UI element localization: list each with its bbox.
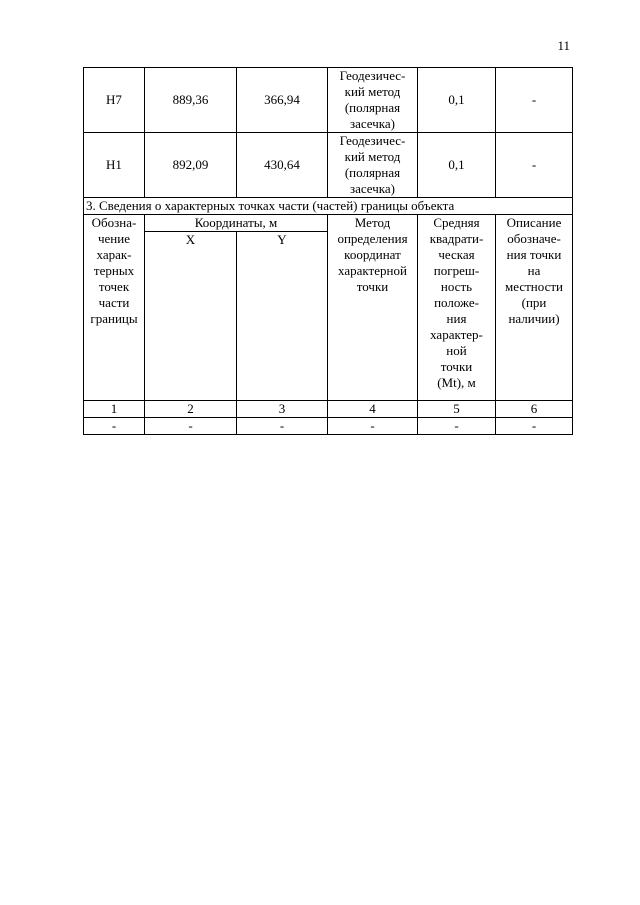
header-line: местности	[505, 279, 563, 294]
header-mean-error	[418, 215, 496, 401]
column-number: 5	[418, 401, 496, 418]
column-number: 2	[145, 401, 237, 418]
method-line: засечка)	[349, 181, 396, 196]
header-line: погреш-	[433, 263, 480, 278]
description-value: -	[496, 133, 573, 198]
header-line: Описание	[506, 215, 562, 230]
empty-cell: -	[496, 418, 573, 435]
coord-y: 366,94	[237, 68, 328, 133]
header-line: ческая	[438, 247, 475, 262]
header-line: Метод	[354, 215, 391, 230]
method-line: (полярная	[344, 100, 401, 115]
coord-y: 430,64	[237, 133, 328, 198]
method-line: Геодезичес-	[339, 133, 406, 148]
column-number: 1	[84, 401, 145, 418]
error-value: 0,1	[418, 133, 496, 198]
empty-cell: -	[237, 418, 328, 435]
description-value: -	[496, 68, 573, 133]
table-row	[84, 68, 573, 133]
header-line: терных	[93, 263, 135, 278]
header-x: X	[145, 232, 237, 401]
header-line: на	[527, 263, 541, 278]
header-line: ность	[440, 279, 473, 294]
header-method	[328, 215, 418, 401]
header-line: наличии)	[508, 311, 560, 326]
method-line: кий метод	[344, 149, 401, 164]
method-line: (полярная	[344, 165, 401, 180]
header-line: характерной	[338, 263, 407, 278]
header-line: точки	[440, 359, 473, 374]
header-line: точек	[98, 279, 130, 294]
coord-x: 889,36	[145, 68, 237, 133]
header-line: координат	[344, 247, 401, 262]
header-line: ния	[446, 311, 467, 326]
section-row	[84, 198, 573, 215]
column-number: 6	[496, 401, 573, 418]
point-name: Н7	[84, 68, 145, 133]
page-number: 11	[557, 38, 570, 53]
header-line: положе-	[434, 295, 479, 310]
coord-x: 892,09	[145, 133, 237, 198]
column-number: 4	[328, 401, 418, 418]
column-numbers-row	[84, 401, 573, 418]
header-description	[496, 215, 573, 401]
header-line: Средняя	[433, 215, 480, 230]
header-row	[84, 215, 573, 232]
error-value: 0,1	[418, 68, 496, 133]
method-line: кий метод	[344, 84, 401, 99]
header-line: характер-	[430, 327, 483, 342]
header-line: определения	[337, 231, 408, 246]
table-row	[84, 418, 573, 435]
method-line: засечка)	[349, 116, 396, 131]
empty-cell: -	[84, 418, 145, 435]
header-coordinates: Координаты, м	[145, 215, 328, 232]
section-title: 3. Сведения о характерных точках части (частей) границы объекта	[84, 198, 573, 215]
table-row	[84, 133, 573, 198]
empty-cell: -	[145, 418, 237, 435]
header-line: ной	[446, 343, 467, 358]
header-point-designation	[84, 215, 145, 401]
empty-cell: -	[328, 418, 418, 435]
header-line: границы	[90, 311, 138, 326]
header-line: квадрати-	[429, 231, 484, 246]
header-line: ния точки	[506, 247, 562, 262]
header-line: (при	[521, 295, 547, 310]
empty-cell: -	[418, 418, 496, 435]
header-line: Обозна-	[91, 215, 137, 230]
header-line: части	[98, 295, 130, 310]
header-line: обозначе-	[507, 231, 561, 246]
header-line: харак-	[96, 247, 132, 262]
point-name: Н1	[84, 133, 145, 198]
header-line: чение	[98, 231, 130, 246]
header-line: точки	[356, 279, 389, 294]
boundary-points-table	[83, 67, 573, 435]
method-line: Геодезичес-	[339, 68, 406, 83]
method-cell	[328, 68, 418, 133]
header-line: (Mt), м	[437, 375, 476, 390]
column-number: 3	[237, 401, 328, 418]
header-y: Y	[237, 232, 328, 401]
method-cell	[328, 133, 418, 198]
